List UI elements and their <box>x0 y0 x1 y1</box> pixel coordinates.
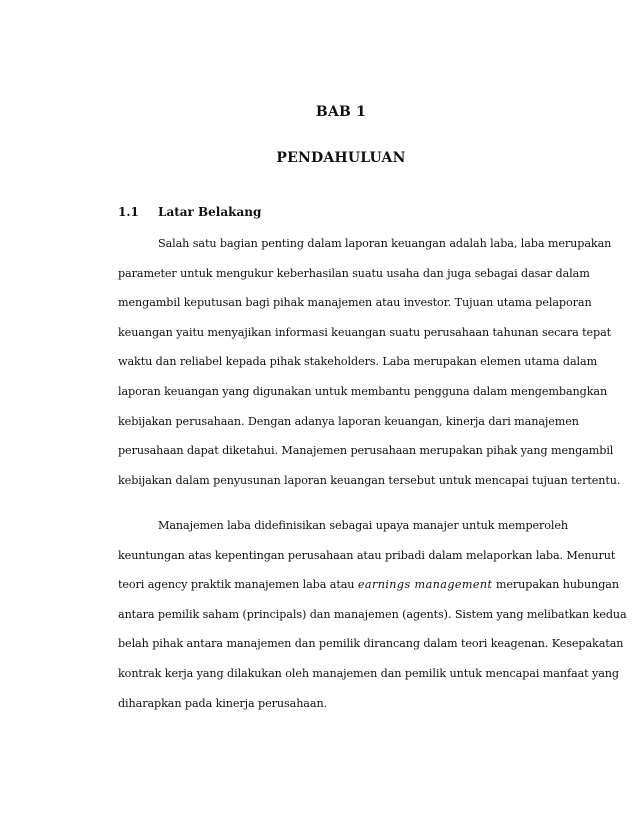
paragraph-1 <box>118 229 621 495</box>
paragraph-line: perusahaan dapat diketahui. Manajemen perusahaan merupakan pihak yang mengambil <box>118 444 614 458</box>
section-heading <box>118 205 564 219</box>
section-number: 1.1 <box>118 205 139 219</box>
paragraph-line: Salah satu bagian penting dalam laporan keuangan adalah laba, laba merupakan <box>158 237 612 250</box>
paragraph-line: Manajemen laba didefinisikan sebagai upaya manajer untuk memperoleh <box>158 519 569 532</box>
paragraph-line: kebijakan dalam penyusunan laporan keuangan tersebut untuk mencapai tujuan tertentu. <box>118 473 621 487</box>
chapter-title: PENDAHULUAN <box>276 150 406 166</box>
section-title: Latar Belakang <box>158 205 262 219</box>
paragraph-line: kontrak kerja yang dilakukan oleh manajemen dan pemilik untuk mencapai manfaat yang <box>118 666 619 680</box>
paragraph-line: kebijakan perusahaan. Dengan adanya laporan keuangan, kinerja dari manajemen <box>118 414 579 428</box>
chapter-number: BAB 1 <box>315 104 367 120</box>
paragraph-line: laporan keuangan yang digunakan untuk membantu pengguna dalam mengembangkan <box>118 384 608 398</box>
italic-term: earnings management <box>357 578 493 592</box>
paragraph-line: mengambil keputusan bagi pihak manajemen atau investor. Tujuan utama pelaporan <box>118 296 592 310</box>
paragraph-2 <box>118 511 627 718</box>
paragraph-line <box>118 570 619 600</box>
paragraph-line: parameter untuk mengukur keberhasilan suatu usaha dan juga sebagai dasar dalam <box>118 266 590 280</box>
paragraph-line: keuangan yaitu menyajikan informasi keuangan suatu perusahaan tahunan secara tepat <box>118 325 612 339</box>
paragraph-line: keuntungan atas kepentingan perusahaan atau pribadi dalam melaporkan laba. Menurut <box>118 548 616 562</box>
text-segment: merupakan hubungan <box>492 578 619 592</box>
paragraph-line: waktu dan reliabel kepada pihak stakeholders. Laba merupakan elemen utama dalam <box>118 355 598 369</box>
text-segment: teori agency praktik manajemen laba atau <box>118 578 358 592</box>
paragraph-line: antara pemilik saham (principals) dan manajemen (agents). Sistem yang melibatkan kedua <box>118 607 627 621</box>
paragraph-line: belah pihak antara manajemen dan pemilik dirancang dalam teori keagenan. Kesepakatan <box>118 637 624 651</box>
paragraph-line: diharapkan pada kinerja perusahaan. <box>118 696 328 710</box>
